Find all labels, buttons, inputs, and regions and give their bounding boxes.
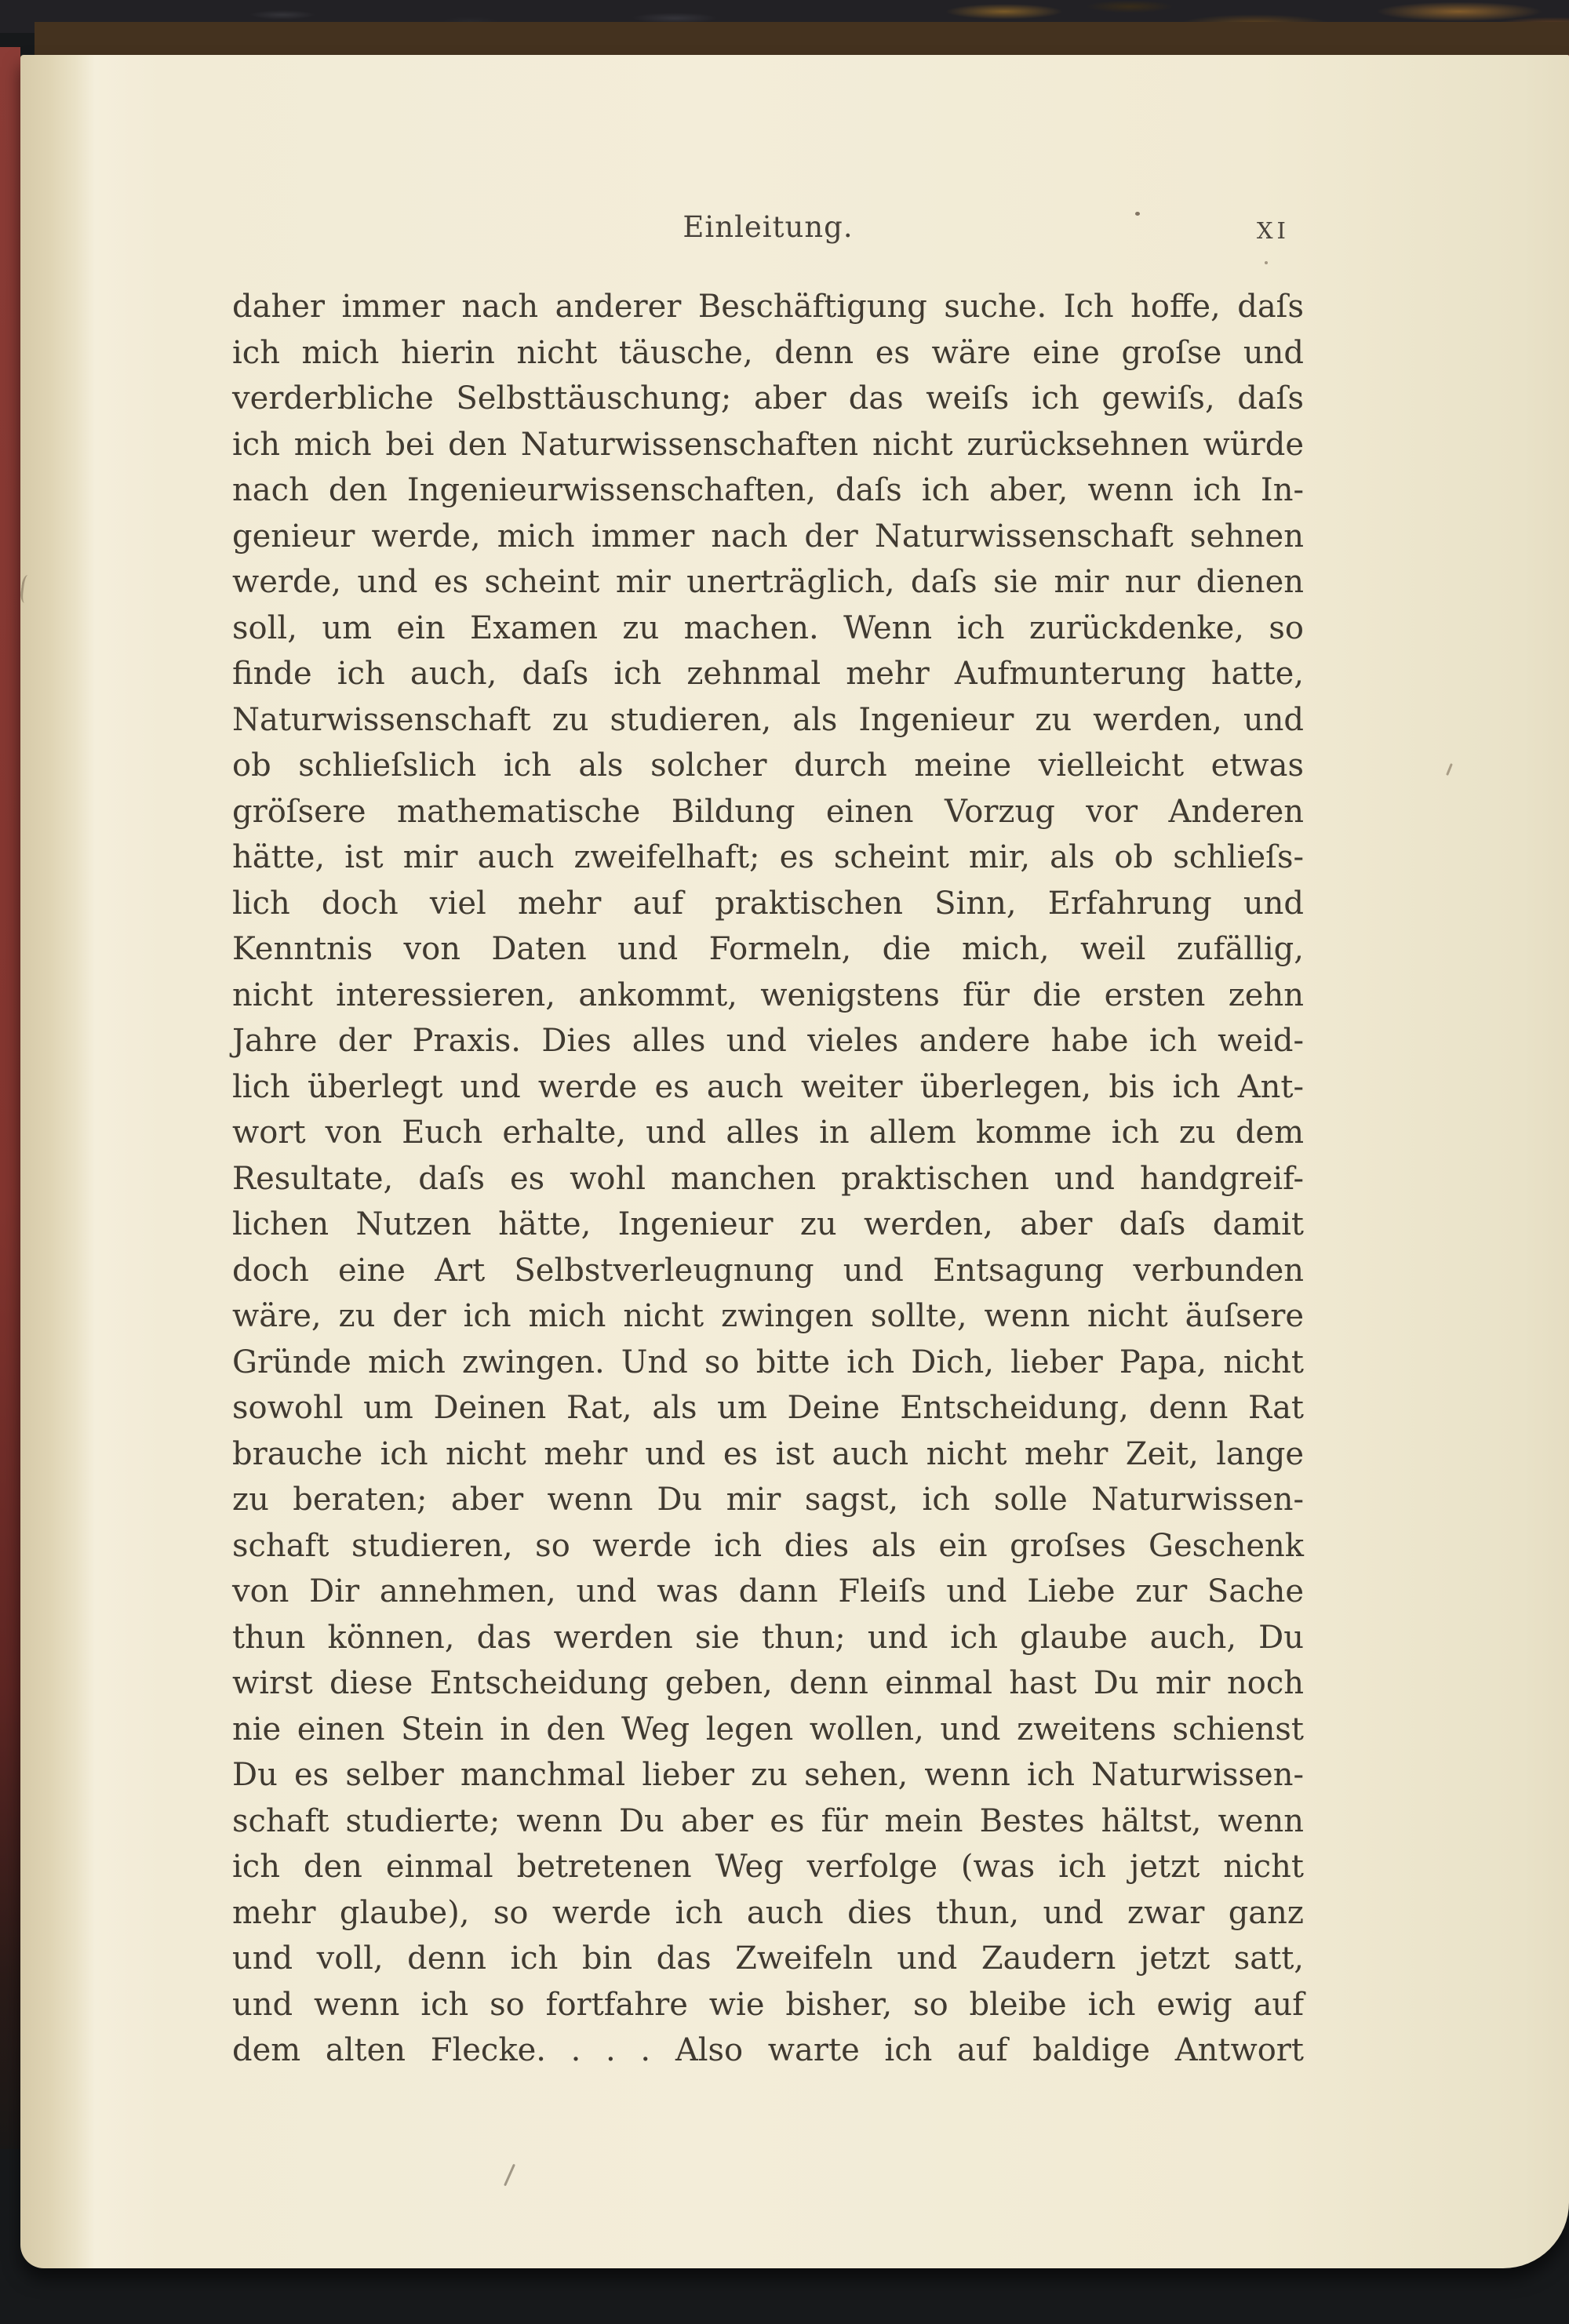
text-line: doch eine Art Selbstverleugnung und Entsagung verbunden	[232, 1252, 1304, 1289]
text-line: soll, um ein Examen zu machen. Wenn ich zurückdenke, so	[232, 609, 1304, 646]
text-line: lich doch viel mehr auf praktischen Sinn, Erfahrung und	[232, 885, 1304, 922]
text-line: ich den einmal betretenen Weg verfolge (was ich jetzt nicht	[232, 1849, 1304, 1885]
body-text	[232, 284, 1304, 2074]
running-header	[232, 210, 1304, 251]
text-line: verderbliche Selbsttäuschung; aber das weiſs ich gewiſs, daſs	[232, 380, 1304, 416]
text-line: gröſsere mathematische Bildung einen Vorzug vor Anderen	[232, 793, 1304, 830]
text-line: sowohl um Deinen Rat, als um Deine Entscheidung, denn Rat	[232, 1390, 1304, 1426]
text-line: Du es selber manchmal lieber zu sehen, wenn ich Naturwissen-	[232, 1757, 1304, 1793]
text-line: ob schlieſslich ich als solcher durch meine vielleicht etwas	[232, 747, 1304, 784]
text-line: hätte, ist mir auch zweifelhaft; es scheint mir, als ob schlieſs-	[232, 839, 1304, 875]
text-line: ich mich bei den Naturwissenschaften nicht zurücksehnen würde	[232, 426, 1304, 463]
text-line: wirst diese Entscheidung geben, denn einmal hast Du mir noch	[232, 1665, 1304, 1701]
text-line: thun können, das werden sie thun; und ich glaube auch, Du	[232, 1619, 1304, 1656]
text-line: Resultate, daſs es wohl manchen praktischen und handgreif-	[232, 1160, 1304, 1197]
text-line: dem alten Flecke. . . . Also warte ich auf baldige Antwort	[232, 2032, 1304, 2068]
page-number: XI	[1256, 217, 1290, 244]
text-line: zu beraten; aber wenn Du mir sagst, ich solle Naturwissen-	[232, 1482, 1304, 1518]
text-line: mehr glaube), so werde ich auch dies thun, und zwar ganz	[232, 1894, 1304, 1931]
text-line: werde, und es scheint mir unerträglich, daſs sie mir nur dienen	[232, 564, 1304, 600]
ink-speck	[1135, 212, 1140, 216]
text-line: genieur werde, mich immer nach der Naturwissenschaft sehnen	[232, 518, 1304, 555]
text-line: schaft studierte; wenn Du aber es für mein Bestes hältst, wenn	[232, 1802, 1304, 1839]
text-line: brauche ich nicht mehr und es ist auch nicht mehr Zeit, lange	[232, 1435, 1304, 1472]
text-line: Naturwissenschaft zu studieren, als Ingenieur zu werden, und	[232, 701, 1304, 738]
spine-hinge	[0, 47, 20, 2149]
text-line: von Dir annehmen, und was dann Fleiſs und Liebe zur Sache	[232, 1573, 1304, 1609]
text-line: wort von Euch erhalte, und alles in allem komme ich zu dem	[232, 1115, 1304, 1151]
text-line: und wenn ich so fortfahre wie bisher, so bleibe ich ewig auf	[232, 1986, 1304, 2023]
text-line: Kenntnis von Daten und Formeln, die mich, weil zufällig,	[232, 931, 1304, 967]
text-line: und voll, denn ich bin das Zweifeln und Zaudern jetzt satt,	[232, 1940, 1304, 1977]
page-title: Einleitung.	[683, 210, 854, 244]
ink-speck	[1265, 261, 1268, 264]
text-line: schaft studieren, so werde ich dies als ein groſses Geschenk	[232, 1527, 1304, 1564]
text-line: Gründe mich zwingen. Und so bitte ich Dich, lieber Papa, nicht	[232, 1344, 1304, 1380]
text-line: Jahre der Praxis. Dies alles und vieles andere habe ich weid-	[232, 1023, 1304, 1059]
text-line: finde ich auch, daſs ich zehnmal mehr Aufmunterung hatte,	[232, 656, 1304, 692]
text-line: ich mich hierin nicht täusche, denn es wäre eine groſse und	[232, 334, 1304, 371]
text-line: nicht interessieren, ankommt, wenigstens für die ersten zehn	[232, 977, 1304, 1013]
text-line: lich überlegt und werde es auch weiter überlegen, bis ich Ant-	[232, 1068, 1304, 1105]
text-line: wäre, zu der ich mich nicht zwingen sollte, wenn nicht äuſsere	[232, 1298, 1304, 1334]
text-line: nie einen Stein in den Weg legen wollen, und zweitens schienst	[232, 1711, 1304, 1748]
text-line: daher immer nach anderer Beschäftigung suche. Ich hoffe, daſs	[232, 289, 1304, 325]
text-line: lichen Nutzen hätte, Ingenieur zu werden, aber daſs damit	[232, 1206, 1304, 1242]
text-line: nach den Ingenieurwissenschaften, daſs ich aber, wenn ich In-	[232, 472, 1304, 508]
page-top-edges	[35, 22, 1569, 59]
